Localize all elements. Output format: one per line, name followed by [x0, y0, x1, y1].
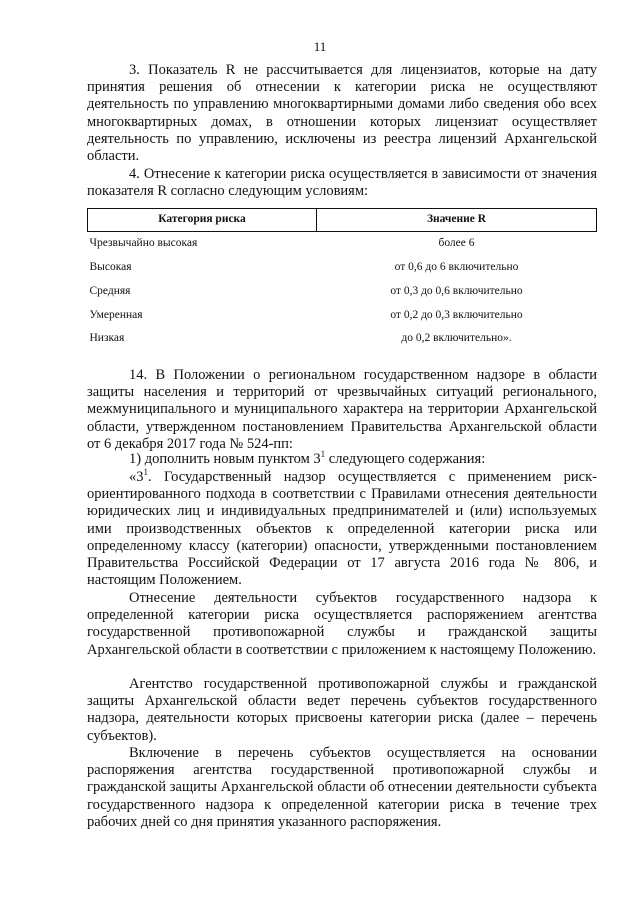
quote-paragraph	[87, 469, 597, 589]
table-header-row	[88, 209, 597, 232]
page-number: 11	[313, 39, 327, 54]
section-14-text: 14. В Положении о региональном государственном надзоре в области защиты населения и территорий от чрезвычайных ситуаций регионального, межмуниципального и муниципального характера на территории Архангельской области, утвержденном постановлением Правительства Архангельской области от 6 декабря 2017 года № 524-пп:	[87, 367, 597, 452]
table-row	[88, 327, 597, 351]
quote-sup: 1	[143, 467, 148, 478]
risk-category-cell: Умеренная	[89, 308, 143, 321]
column-header-category: Категория риска	[88, 209, 317, 232]
item-3-text: 3. Показатель R не рассчитывается для лицензиатов, которые на дату принятия решения об отнесении к категории риска не осуществляют деятельность по управлению многоквартирными домами либо сведения обо всех многоквартирных домах, в отношении которых лицензиат осуществляет деятельность по управлению, исключены из реестра лицензий Архангельской области.	[87, 62, 597, 165]
r-value-cell: от 0,2 до 0,3 включительно	[390, 308, 523, 321]
table-row	[88, 232, 597, 256]
quote-text: . Государственный надзор осуществляется с применением риск-ориентированного подхода в соответствии с Правилами отнесения деятельности юридических лиц и индивидуальных предпринимателей и (или) используемых ими производственных объектов к определенной категории риска или определенному классу (категории) опасности, утвержденными постановлением Правительства Российской Федерации от 17 августа 2016 года № 806, и настоящим Положением.	[87, 469, 597, 589]
r-value-cell: до 0,2 включительно».	[401, 332, 512, 345]
r-value-cell: от 0,3 до 0,6 включительно	[390, 284, 523, 297]
column-header-value: Значение R	[317, 209, 597, 232]
table-row	[88, 256, 597, 280]
subitem-1	[87, 451, 597, 468]
risk-category-table	[87, 208, 597, 351]
risk-category-cell: Чрезвычайно высокая	[89, 237, 198, 250]
table-row	[88, 303, 597, 327]
paragraph-agency-list: Агентство государственной противопожарной службы и гражданской защиты Архангельской области ведет перечень субъектов государственного надзора, деятельности которых присвоены категории риска (далее – перечень субъектов).	[87, 676, 597, 744]
subitem-1-prefix: 1) дополнить новым пунктом 3	[129, 451, 321, 467]
risk-category-cell: Средняя	[89, 284, 131, 297]
quote-prefix: «3	[129, 469, 144, 485]
paragraph-categorization: Отнесение деятельности субъектов государственного надзора к определенной категории риска осуществляется распоряжением агентства государственной противопожарной службы и гражданской защиты Архангельской области в соответствии с приложением к настоящему Положению.	[87, 590, 597, 658]
r-value-cell: от 0,6 до 6 включительно	[394, 261, 519, 274]
paragraph-inclusion: Включение в перечень субъектов осуществляется на основании распоряжения агентства государственной противопожарной службы и гражданской защиты Архангельской области об отнесении деятельности субъекта государственного надзора к определенной категории риска в течение трех рабочих дней со дня принятия указанного распоряжения.	[87, 745, 597, 830]
subitem-1-suffix: следующего содержания:	[325, 451, 486, 467]
table-row	[88, 280, 597, 304]
item-4-text: 4. Отнесение к категории риска осуществляется в зависимости от значения показателя R согласно следующим условиям:	[87, 166, 597, 200]
risk-category-cell: Низкая	[89, 332, 125, 345]
r-value-cell: более 6	[438, 237, 475, 250]
risk-category-cell: Высокая	[89, 261, 132, 274]
subitem-1-sup: 1	[320, 449, 326, 460]
